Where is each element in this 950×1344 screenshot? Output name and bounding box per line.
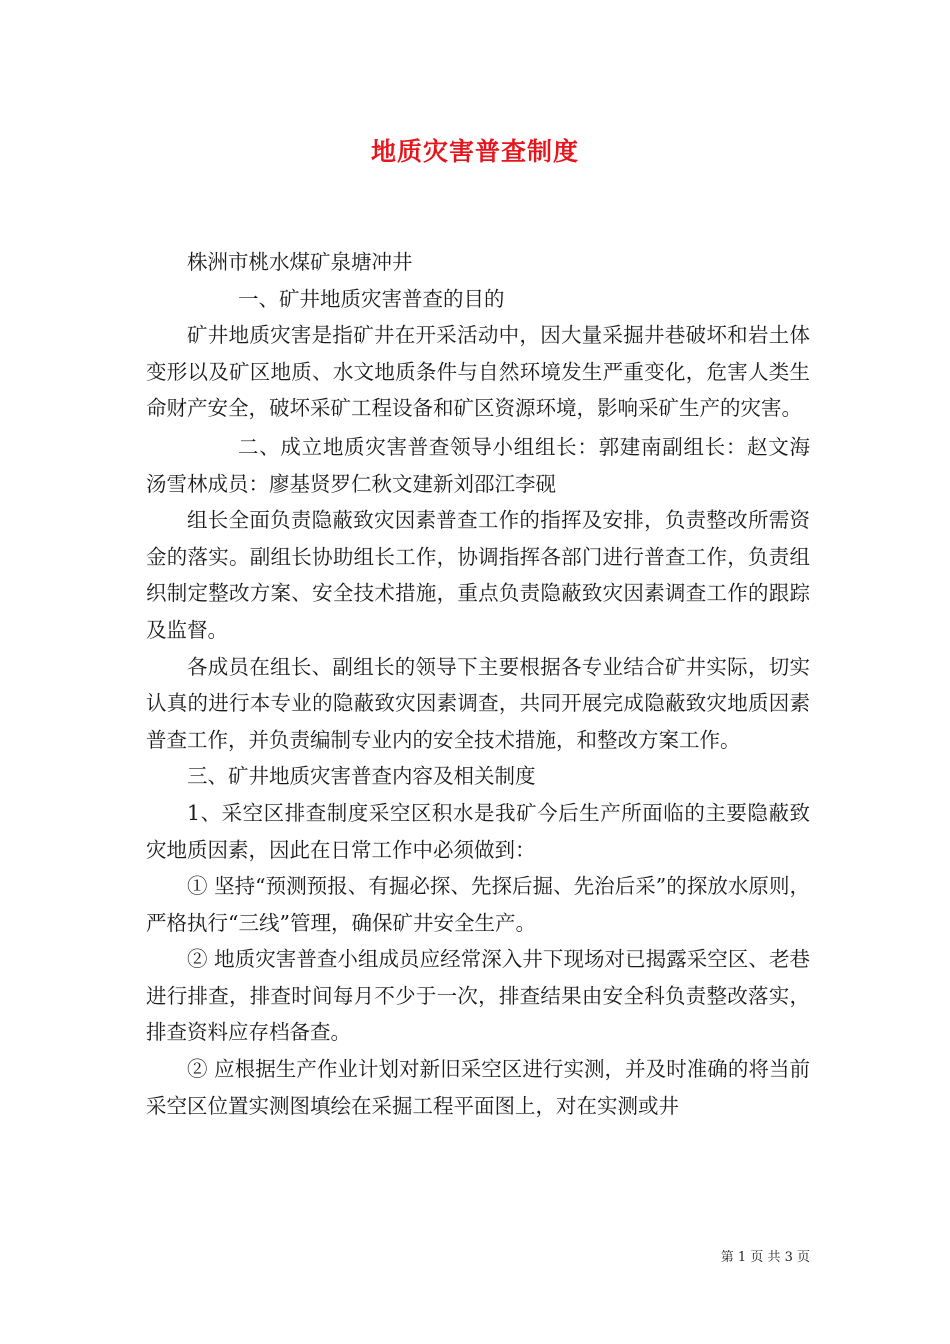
paragraph-mine-name: 株洲市桃水煤矿泉塘冲井 bbox=[187, 250, 413, 274]
heading-section-3: 三、矿井地质灾害普查内容及相关制度 bbox=[187, 764, 536, 789]
paragraph-member-duties: 各成员在组长、副组长的领导下主要根据各专业结合矿井实际，切实认真的进行本专业的隐蔽致灾因素调查，共同开展完成隐蔽致灾地质因素普查工作，并负责编制专业内的安全技术措施，和整改方案工作。 bbox=[146, 654, 810, 752]
paragraph-definition: 矿井地质灾害是指矿井在开采活动中，因大量采掘井巷破坏和岩土体变形以及矿区地质、水文地质条件与自然环境发生严重变化，危害人类生命财产安全，破坏采矿工程设备和矿区资源环境，影响采矿生产的灾害。 bbox=[146, 323, 810, 421]
paragraph-goaf-system: 1、采空区排查制度采空区积水是我矿今后生产所面临的主要隐蔽致灾地质因素，因此在日常工作中必须做到： bbox=[146, 800, 810, 862]
list-item-3: ② 应根据生产作业计划对新旧采空区进行实测，并及时准确的将当前采空区位置实测图填绘在采掘工程平面图上，对在实测或井 bbox=[146, 1057, 810, 1118]
list-item-2: ② 地质灾害普查小组成员应经常深入井下现场对已揭露采空区、老巷进行排查，排查时间每月不少于一次，排查结果由安全科负责整改落实，排查资料应存档备查。 bbox=[146, 947, 810, 1045]
heading-section-1: 一、矿井地质灾害普查的目的 bbox=[238, 286, 505, 311]
heading-section-2: 二、成立地质灾害普查领导小组组长：郭建南副组长：赵文海汤雪林成员：廖基贤罗仁秋文建新刘邵江李砚 bbox=[146, 434, 810, 496]
list-item-1: ① 坚持“预测预报、有掘必探、先探后掘、先治后采”的探放水原则，严格执行“三线”管理，确保矿井安全生产。 bbox=[146, 874, 810, 935]
document-body bbox=[146, 244, 810, 1124]
document-title: 地质灾害普查制度 bbox=[370, 137, 579, 166]
page-number: 第 1 页 共 3 页 bbox=[720, 1250, 810, 1265]
paragraph-leader-duties: 组长全面负责隐蔽致灾因素普查工作的指挥及安排，负责整改所需资金的落实。副组长协助组长工作，协调指挥各部门进行普查工作，负责组织制定整改方案、安全技术措施，重点负责隐蔽致灾因素调查工作的跟踪及监督。 bbox=[146, 508, 810, 642]
